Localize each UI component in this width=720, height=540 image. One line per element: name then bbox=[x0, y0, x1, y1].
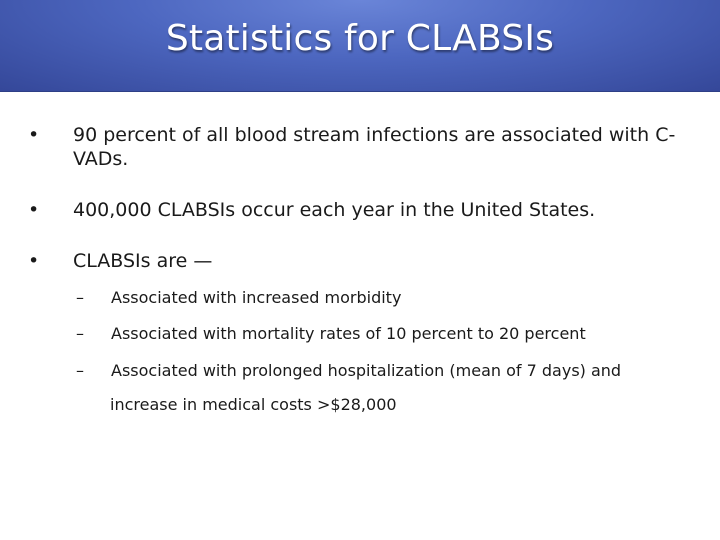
sub-bullet-text: Associated with increased morbidity bbox=[111, 288, 402, 307]
sub-bullet-marker: – bbox=[76, 324, 84, 343]
bullet-item bbox=[28, 198, 688, 222]
sub-bullet-continuation: increase in medical costs >$28,000 bbox=[110, 395, 397, 414]
sub-bullet-item bbox=[76, 354, 686, 387]
bullet-marker: • bbox=[28, 199, 40, 221]
sub-bullet-marker: – bbox=[76, 288, 84, 307]
bullet-item bbox=[28, 123, 688, 171]
bullet-text: 400,000 CLABSIs occur each year in the United States. bbox=[73, 199, 596, 221]
bullet-marker: • bbox=[28, 124, 40, 146]
bullet-item bbox=[28, 249, 688, 273]
sub-bullet-text: Associated with mortality rates of 10 percent to 20 percent bbox=[111, 324, 586, 343]
sub-bullet-item bbox=[76, 281, 686, 314]
slide-title: Statistics for CLABSIs bbox=[165, 18, 555, 59]
sub-bullet-item bbox=[76, 317, 686, 350]
title-banner bbox=[0, 0, 720, 92]
bullet-text: CLABSIs are — bbox=[73, 250, 213, 272]
bullet-text: 90 percent of all blood stream infections are associated with C-VADs. bbox=[73, 124, 676, 170]
sub-bullet-marker: – bbox=[76, 361, 84, 380]
bullet-marker: • bbox=[28, 250, 40, 272]
sub-bullet-text: Associated with prolonged hospitalization (mean of 7 days) and bbox=[111, 361, 622, 380]
